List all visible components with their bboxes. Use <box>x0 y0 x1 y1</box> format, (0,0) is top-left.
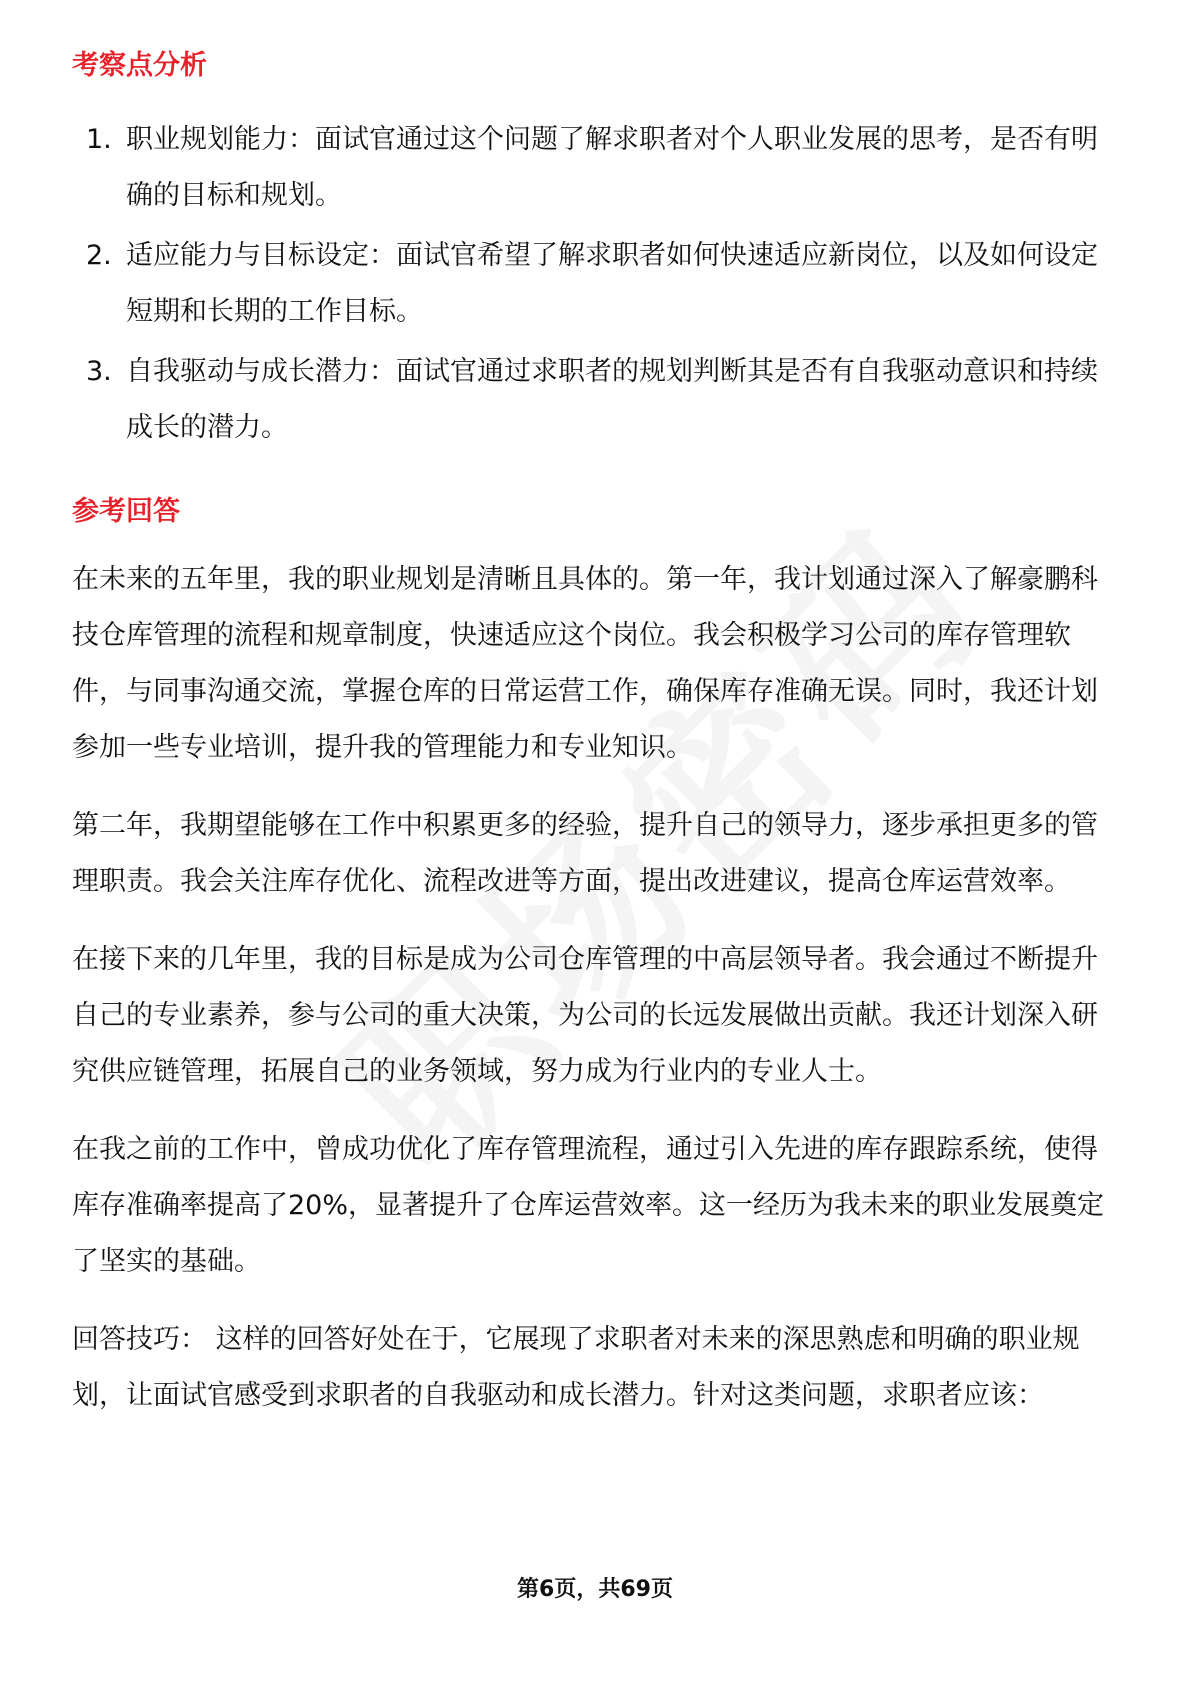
analysis-item-text: 职业规划能力：面试官通过这个问题了解求职者对个人职业发展的思考，是否有明确的目标和规划。 <box>126 124 1098 211</box>
document-body <box>72 46 1122 1424</box>
analysis-item-number: 2. <box>86 240 112 271</box>
analysis-item-text: 自我驱动与成长潜力：面试官通过求职者的规划判断其是否有自我驱动意识和持续成长的潜力。 <box>126 356 1098 443</box>
analysis-list <box>72 112 1122 456</box>
analysis-item-number: 3. <box>86 356 112 387</box>
answer-paragraph: 在我之前的工作中，曾成功优化了库存管理流程，通过引入先进的库存跟踪系统，使得库存准确率提高了20%，显著提升了仓库运营效率。这一经历为我未来的职业发展奠定了坚实的基础。 <box>72 1134 1105 1277</box>
analysis-item <box>72 344 1122 456</box>
answer-section-title: 参考回答 <box>72 496 180 527</box>
page-number: 第6页，共69页 <box>517 1577 673 1602</box>
analysis-item <box>72 228 1122 340</box>
answer-paragraph: 在未来的五年里，我的职业规划是清晰且具体的。第一年，我计划通过深入了解豪鹏科技仓库管理的流程和规章制度，快速适应这个岗位。我会积极学习公司的库存管理软件，与同事沟通交流，掌握仓库的日常运营工作，确保库存准确无误。同时，我还计划参加一些专业培训，提升我的管理能力和专业知识。 <box>72 564 1098 763</box>
analysis-item-number: 1. <box>86 124 112 155</box>
analysis-item <box>72 112 1122 224</box>
answer-tips-paragraph: 回答技巧： 这样的回答好处在于，它展现了求职者对未来的深思熟虑和明确的职业规划，让面试官感受到求职者的自我驱动和成长潜力。针对这类问题，求职者应该： <box>72 1324 1080 1411</box>
answer-paragraph: 第二年，我期望能够在工作中积累更多的经验，提升自己的领导力，逐步承担更多的管理职责。我会关注库存优化、流程改进等方面，提出改进建议，提高仓库运营效率。 <box>72 810 1098 897</box>
analysis-section-title: 考察点分析 <box>72 50 207 81</box>
answer-paragraph: 在接下来的几年里，我的目标是成为公司仓库管理的中高层领导者。我会通过不断提升自己的专业素养，参与公司的重大决策，为公司的长远发展做出贡献。我还计划深入研究供应链管理，拓展自己的业务领域，努力成为行业内的专业人士。 <box>72 944 1098 1087</box>
analysis-item-text: 适应能力与目标设定：面试官希望了解求职者如何快速适应新岗位，以及如何设定短期和长期的工作目标。 <box>126 240 1098 327</box>
